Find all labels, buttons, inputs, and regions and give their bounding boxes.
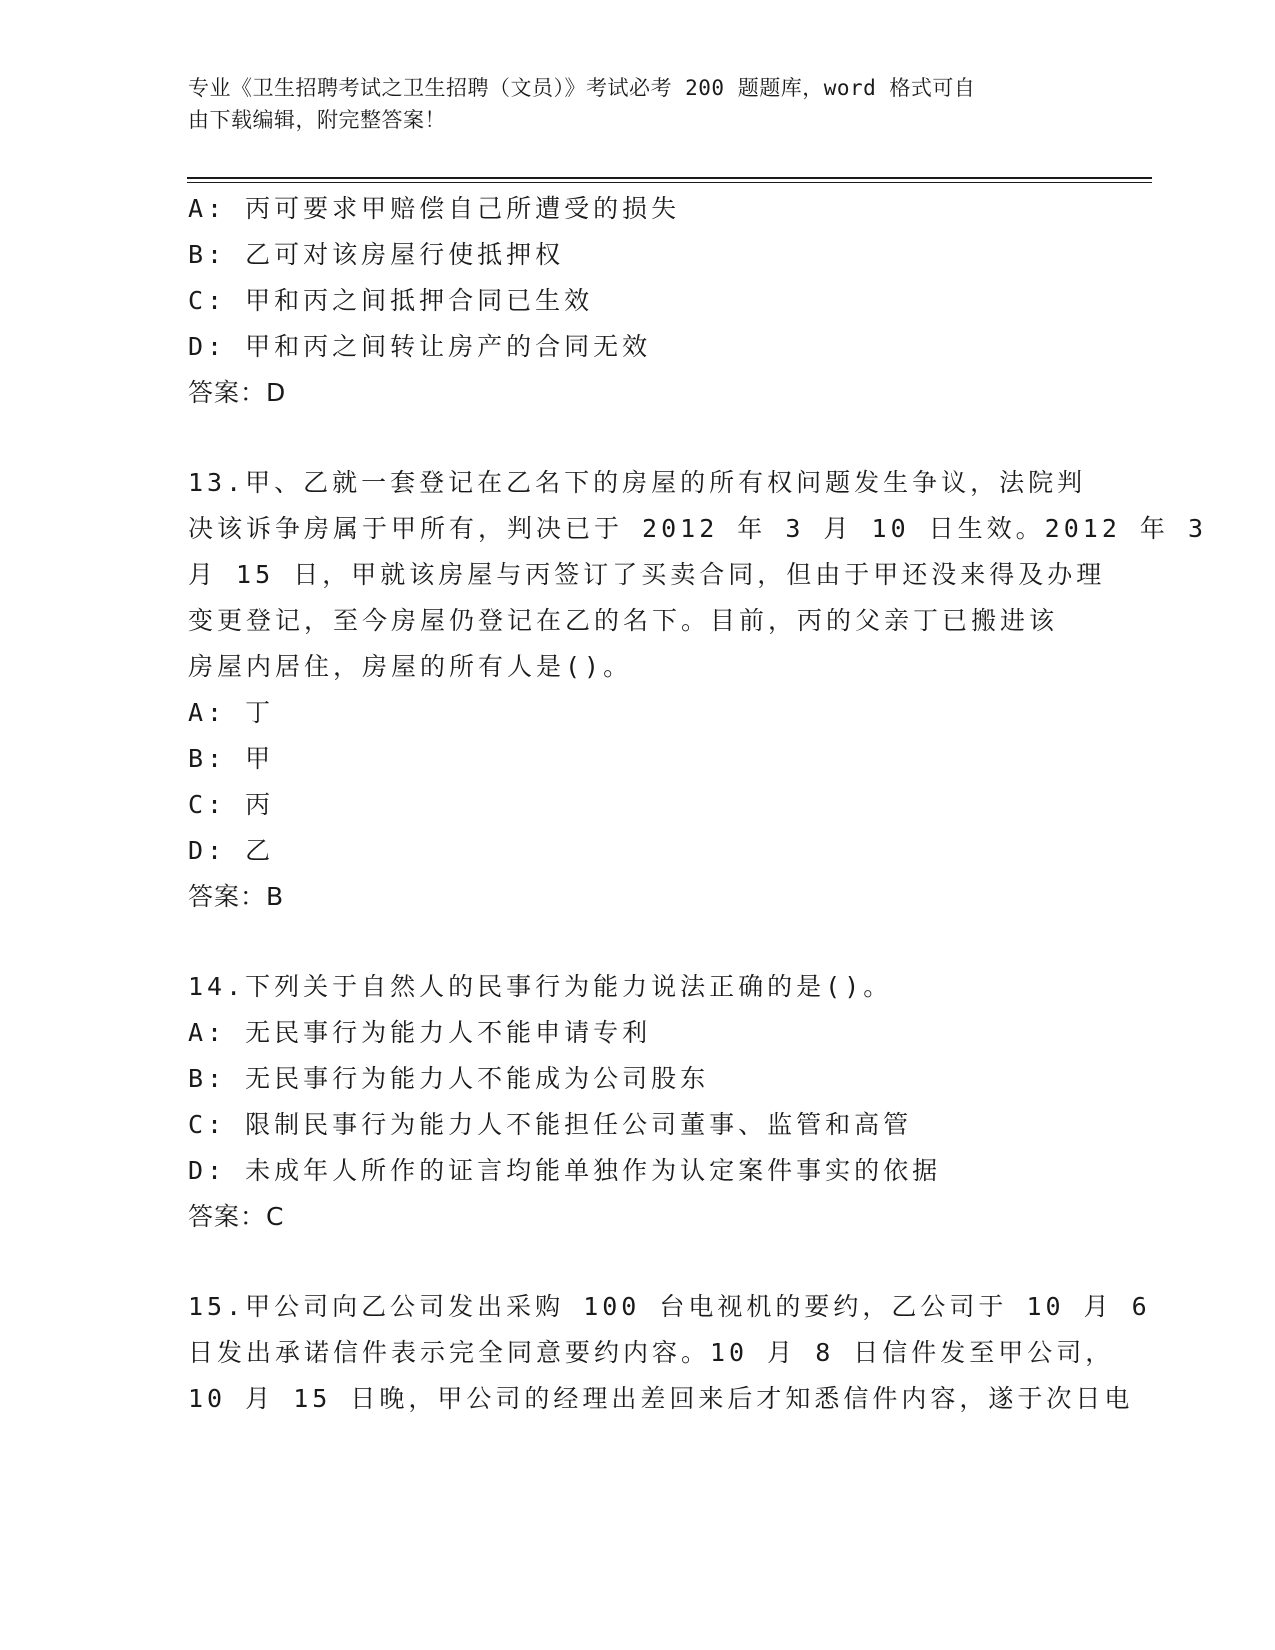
- document-body: [188, 186, 1208, 1422]
- header-line-1: 专业《卫生招聘考试之卫生招聘（文员）》考试必考 200 题题库，word 格式可自: [188, 76, 976, 100]
- option-b: B: 无民事行为能力人不能成为公司股东: [188, 1064, 710, 1093]
- option-b: B: 乙可对该房屋行使抵押权: [188, 240, 565, 269]
- answer-line: 答案：C: [188, 1202, 285, 1231]
- answer-line: 答案：B: [188, 882, 285, 911]
- question-stem-line: 日发出承诺信件表示完全同意要约内容。10 月 8 日信件发至甲公司，: [188, 1338, 1115, 1367]
- question-stem-line: 变更登记，至今房屋仍登记在乙的名下。目前，丙的父亲丁已搬进该: [188, 606, 1059, 635]
- option-a: A: 丙可要求甲赔偿自己所遭受的损失: [188, 194, 681, 223]
- spacer: [188, 416, 1088, 460]
- document-header: [188, 72, 1068, 136]
- option-a: A: 丁: [188, 698, 275, 727]
- option-c: C: 丙: [188, 790, 275, 819]
- answer-line: 答案：D: [188, 378, 287, 407]
- spacer: [188, 1240, 1088, 1284]
- question-14: [188, 964, 1088, 1240]
- question-15: [188, 1284, 1151, 1422]
- question-stem-line: 10 月 15 日晚，甲公司的经理出差回来后才知悉信件内容，遂于次日电: [188, 1384, 1134, 1413]
- question-stem-line: 月 15 日，甲就该房屋与丙签订了买卖合同，但由于甲还没来得及办理: [188, 560, 1106, 589]
- question-stem-line: 14.下列关于自然人的民事行为能力说法正确的是()。: [188, 972, 893, 1001]
- option-c: C: 限制民事行为能力人不能担任公司董事、监管和高管: [188, 1110, 913, 1139]
- question-stem-line: 房屋内居住，房屋的所有人是()。: [188, 652, 633, 681]
- spacer: [188, 920, 1088, 964]
- question-12: [188, 186, 1088, 416]
- option-c: C: 甲和丙之间抵押合同已生效: [188, 286, 594, 315]
- header-rule-thin: [187, 182, 1152, 183]
- header-line-2: 由下载编辑，附完整答案！: [188, 108, 446, 132]
- option-d: D: 甲和丙之间转让房产的合同无效: [188, 332, 652, 361]
- option-d: D: 乙: [188, 836, 275, 865]
- question-13: [188, 460, 1208, 920]
- option-a: A: 无民事行为能力人不能申请专利: [188, 1018, 652, 1047]
- question-stem-line: 决该诉争房属于甲所有，判决已于 2012 年 3 月 10 日生效。2012 年 3: [188, 514, 1208, 543]
- option-b: B: 甲: [188, 744, 275, 773]
- header-rule-thick: [187, 177, 1152, 179]
- question-stem-line: 15.甲公司向乙公司发出采购 100 台电视机的要约，乙公司于 10 月 6: [188, 1292, 1151, 1321]
- option-d: D: 未成年人所作的证言均能单独作为认定案件事实的依据: [188, 1156, 942, 1185]
- question-stem-line: 13.甲、乙就一套登记在乙名下的房屋的所有权问题发生争议，法院判: [188, 468, 1087, 497]
